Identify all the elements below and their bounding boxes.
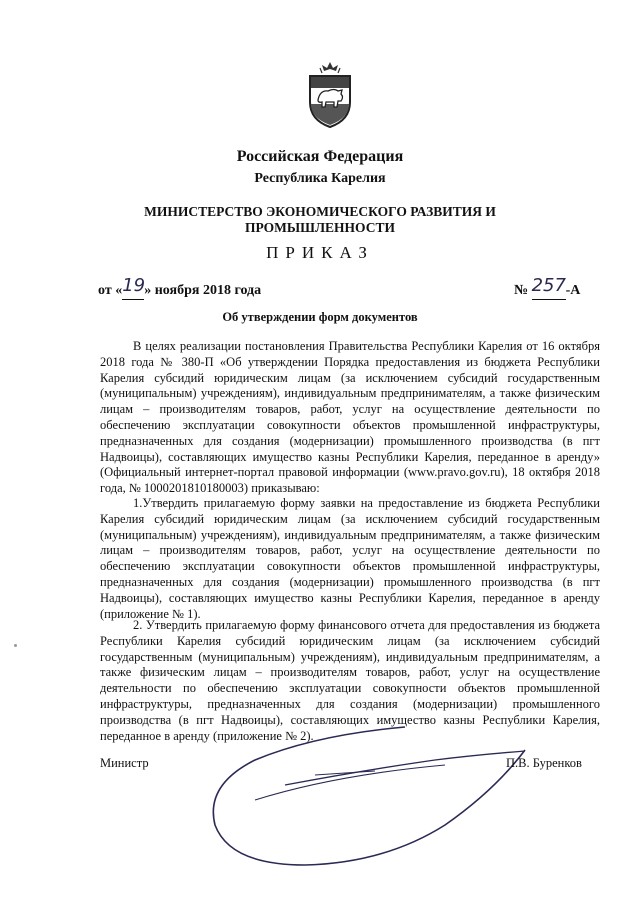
country-heading: Российская Федерация	[236, 148, 404, 165]
order-number	[514, 275, 581, 300]
document-subject: Об утверждении форм документов	[222, 310, 418, 324]
signer-role: Министр	[100, 756, 149, 770]
number-value	[531, 275, 566, 300]
number-suffix: -А	[565, 283, 581, 298]
signer-name: П.В. Буренков	[506, 756, 582, 770]
scan-speck	[14, 644, 17, 647]
date-prefix: от «	[98, 283, 123, 298]
date-suffix: » ноября 2018 года	[144, 283, 262, 298]
karelia-coat-of-arms-icon	[300, 60, 360, 130]
number-handwritten: 257	[531, 275, 566, 296]
ministry-heading	[0, 204, 640, 236]
order-item-1: 1.Утвердить прилагаемую форму заявки на предоставление из бюджета Республики Карелия субсидий юридическим лицам (за исключением субсидий государственным (муниципальным) учреждениям), индивидуальным предпринимателям, а также физическим лицам – производителям товаров, работ, услуг на осуществление деятельности по обеспечению эксплуатации совокупности объектов промышленной инфраструктуры, предназначенных для создания (модернизации) промышленного производства (в пгт Надвоицы), составляющих имущество казны Республики Карелия, переданное в аренду (приложение № 1).	[100, 496, 600, 621]
document-title: ПРИКАЗ	[266, 243, 374, 262]
intro-paragraph: В целях реализации постановления Правительства Республики Карелия от 16 октября 2018 года № 380-П «Об утверждении Порядка предоставления из бюджета Республики Карелия субсидий юридическим лицам (за исключением субсидий государственным (муниципальным) учреждениям), индивидуальным предпринимателям, а также физическим лицам – производителям товаров, работ, услуг на осуществление деятельности по обеспечению эксплуатации совокупности объектов промышленной инфраструктуры, предназначенных для создания (модернизации) промышленного производства (в пгт Надвоицы), составляющих имущество казны Республики Карелия, переданное в аренду» (Официальный интернет-портал правовой информации (www.pravo.gov.ru), 18 октября 2018 года, № 1000201810180003) приказываю:	[100, 339, 600, 496]
order-item-2: 2. Утвердить прилагаемую форму финансового отчета для предоставления из бюджета Республики Карелия субсидий юридическим лицам (за исключением субсидий государственным (муниципальным) учреждениям), индивидуальным предпринимателям, а также физическим лицам – производителям товаров, работ, услуг на осуществление деятельности по обеспечению эксплуатации совокупности объектов промышленной инфраструктуры, предназначенных для создания (модернизации) промышленного производства (в пгт Надвоицы), составляющих имущество казны Республики Карелия, переданное в аренду (приложение № 2).	[100, 618, 600, 743]
ministry-heading-line2: ПРОМЫШЛЕННОСТИ	[245, 220, 395, 235]
handwritten-signature	[195, 715, 575, 885]
republic-heading: Республика Карелия	[254, 171, 386, 186]
number-prefix: №	[514, 283, 529, 298]
date-day-handwritten: 19	[122, 275, 146, 296]
order-date	[98, 275, 262, 300]
date-day	[122, 275, 146, 300]
ministry-heading-line1: МИНИСТЕРСТВО ЭКОНОМИЧЕСКОГО РАЗВИТИЯ И	[144, 204, 496, 219]
